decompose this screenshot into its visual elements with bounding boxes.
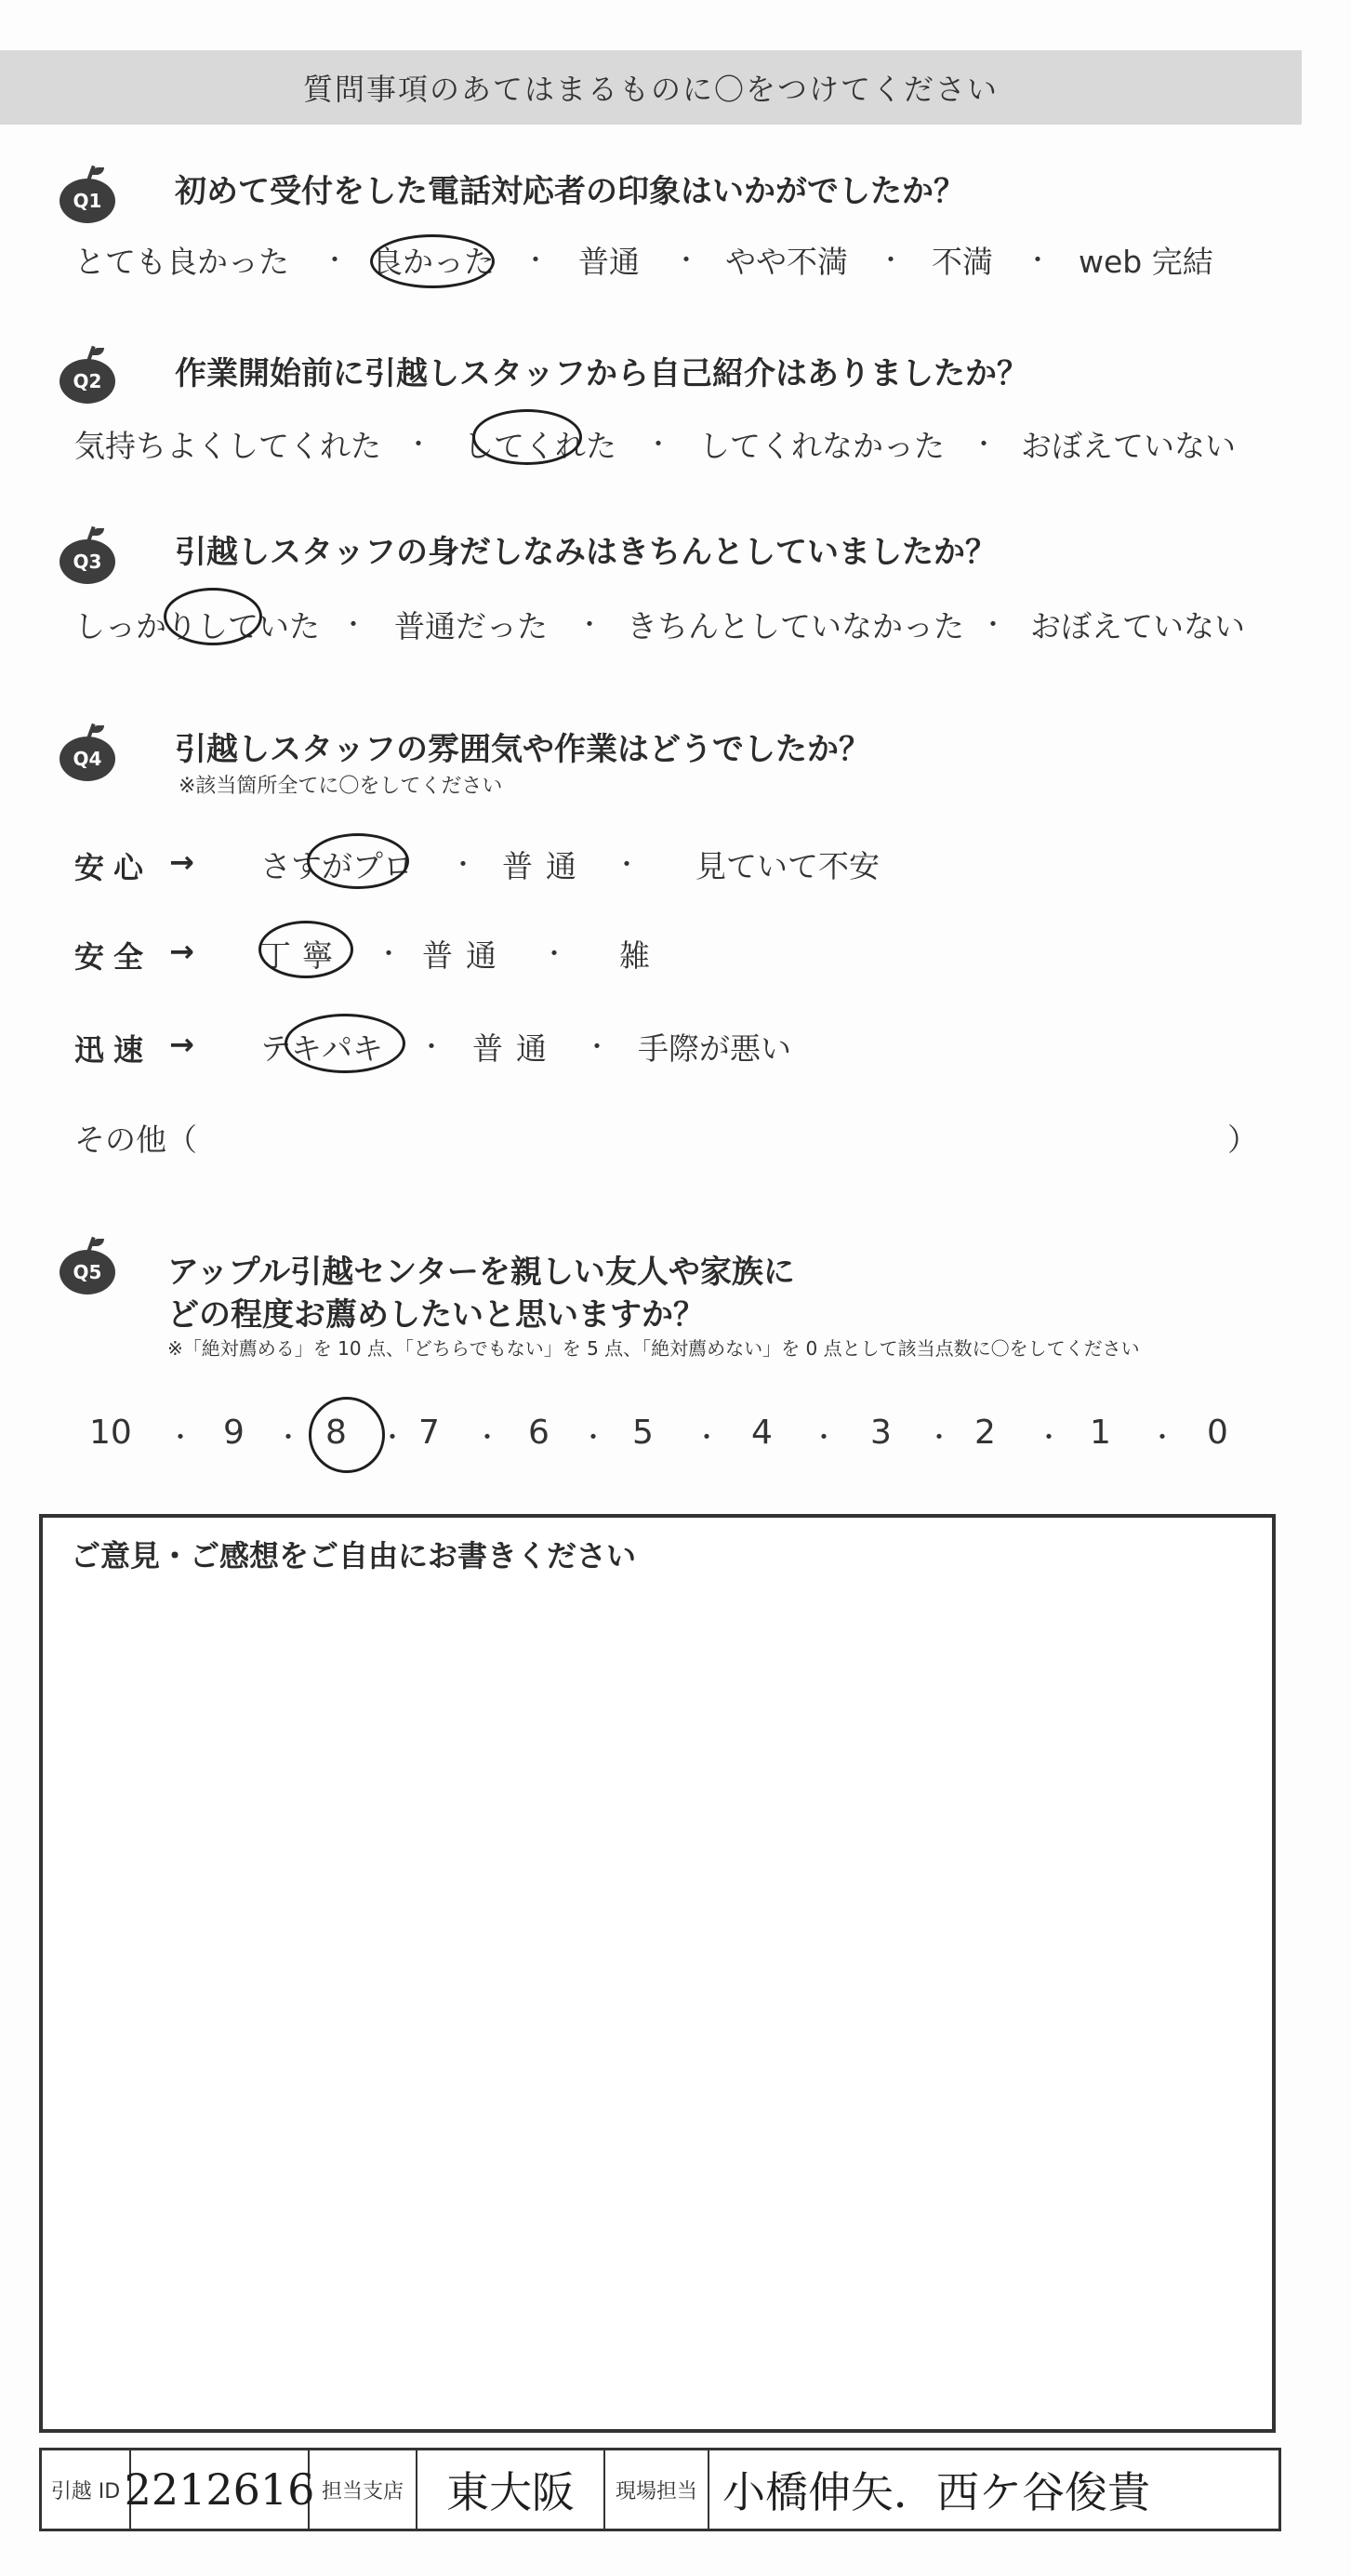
q4-other-close: ） (1227, 1122, 1258, 1158)
q1-option-5[interactable]: 不満 (932, 244, 993, 280)
q4-anzen-option-3[interactable]: 雑 (619, 937, 650, 974)
q3-badge: Q3 (56, 526, 121, 584)
q4-row-label-anshin: 安心 (74, 850, 153, 885)
q5-note: ※「絶対薦める」を 10 点、「どちらでもない」を 5 点、「絶対薦めない」を 0 点として該当点数に〇をしてください (167, 1337, 1140, 1360)
scale-2[interactable]: 2 (974, 1414, 996, 1452)
q1-selected-circle (370, 234, 495, 288)
q1-badge: Q1 (56, 166, 121, 223)
arrow-icon: → (169, 934, 194, 969)
separator: ・ (418, 1031, 445, 1062)
q4-anzen-selected-circle (258, 921, 353, 978)
separator: ・ (450, 849, 477, 880)
branch-label: 担当支店 (310, 2450, 417, 2529)
separator: ・ (980, 609, 1007, 640)
scale-5[interactable]: 5 (632, 1414, 654, 1452)
q3-option-2[interactable]: 普通だった (394, 608, 548, 644)
separator: ・ (584, 1031, 611, 1062)
q4-other-label: その他（ (74, 1122, 197, 1158)
q1-option-1[interactable]: とても良かった (74, 244, 289, 280)
separator: ・ (541, 938, 568, 969)
q4-anshin-option-1[interactable]: さすがプロ (260, 848, 414, 884)
q5-question-line2: どの程度お薦めしたいと思いますか？ (167, 1296, 705, 1334)
scale-6[interactable]: 6 (528, 1414, 550, 1452)
q2-option-4[interactable]: おぼえていない (1021, 428, 1236, 464)
q1-option-3[interactable]: 普通 (578, 244, 640, 280)
q4-note: ※該当箇所全てに〇をしてください (179, 775, 503, 798)
separator: ・ (878, 245, 905, 275)
scale-8[interactable]: 8 (325, 1414, 347, 1452)
q1-option-6[interactable]: web 完結 (1079, 244, 1213, 280)
q4-anzen-option-2[interactable]: 普通 (422, 937, 510, 974)
q4-jinsoku-selected-circle (285, 1014, 405, 1073)
q2-option-2[interactable]: してくれた (463, 428, 616, 464)
q1-question: 初めて受付をした電話対応者の印象はいかがでしたか？ (175, 173, 965, 210)
separator: ・ (694, 1422, 721, 1453)
separator: ・ (673, 245, 700, 275)
comments-title: ご意見・ご感想をご自由にお書きください (71, 1538, 637, 1573)
staff-value: 小橋伸矢．西ケ谷俊貴 (722, 2467, 1150, 2517)
q4-anshin-option-2[interactable]: 普通 (502, 848, 589, 884)
separator: ・ (322, 245, 349, 275)
q4-row-label-anzen: 安全 (74, 939, 153, 975)
q2-badge: Q2 (56, 346, 121, 404)
branch-value: 東大阪 (417, 2450, 605, 2529)
separator: ・ (811, 1422, 838, 1453)
separator: ・ (376, 938, 403, 969)
separator: ・ (1149, 1422, 1176, 1453)
q3-question: 引越しスタッフの身だしなみはきちんとしていましたか？ (175, 534, 997, 571)
scale-7[interactable]: 7 (418, 1414, 440, 1452)
q4-jinsoku-option-3[interactable]: 手際が悪い (638, 1030, 791, 1067)
q4-badge: Q4 (56, 724, 121, 781)
separator: ・ (167, 1422, 194, 1453)
scale-1[interactable]: 1 (1090, 1414, 1111, 1452)
separator: ・ (971, 429, 998, 459)
q1-option-2[interactable]: 良かった (372, 244, 495, 280)
q4-anshin-option-3[interactable]: 見ていて不安 (695, 848, 880, 884)
scale-10[interactable]: 10 (89, 1414, 132, 1452)
q3-option-4[interactable]: おぼえていない (1030, 608, 1245, 644)
separator: ・ (1025, 245, 1052, 275)
separator: ・ (645, 429, 672, 459)
move-id-value: 2212616 (131, 2450, 310, 2529)
separator: ・ (523, 245, 550, 275)
q4-jinsoku-option-1[interactable]: テキパキ (260, 1030, 383, 1067)
scale-4[interactable]: 4 (751, 1414, 773, 1452)
scale-3[interactable]: 3 (870, 1414, 892, 1452)
comments-box[interactable] (39, 1514, 1276, 2433)
separator: ・ (614, 849, 641, 880)
separator: ・ (580, 1422, 607, 1453)
separator: ・ (379, 1422, 406, 1453)
q4-question: 引越しスタッフの雰囲気や作業はどうでしたか？ (175, 731, 870, 768)
q5-question-line1: アップル引越センターを親しい友人や家族に (167, 1254, 795, 1291)
scale-0[interactable]: 0 (1207, 1414, 1228, 1452)
q3-selected-circle (164, 588, 262, 645)
scale-9[interactable]: 9 (223, 1414, 245, 1452)
separator: ・ (340, 609, 367, 640)
q4-jinsoku-option-2[interactable]: 普通 (472, 1030, 560, 1067)
q2-question: 作業開始前に引越しスタッフから自己紹介はありましたか？ (175, 355, 1028, 392)
arrow-icon: → (169, 844, 194, 880)
arrow-icon: → (169, 1027, 194, 1062)
q2-option-3[interactable]: してくれなかった (699, 428, 945, 464)
q3-option-3[interactable]: きちんとしていなかった (627, 608, 964, 644)
staff-label: 現場担当 (605, 2450, 709, 2529)
q2-selected-circle (472, 409, 582, 465)
separator: ・ (405, 429, 432, 459)
separator: ・ (474, 1422, 501, 1453)
separator: ・ (576, 609, 603, 640)
q5-badge: Q5 (56, 1237, 121, 1295)
separator: ・ (275, 1422, 302, 1453)
q3-option-1[interactable]: しっかりしていた (74, 608, 320, 644)
move-id-label: 引越 ID (42, 2450, 131, 2529)
footer-table (39, 2448, 1281, 2531)
q5-selected-circle (309, 1397, 385, 1473)
separator: ・ (1036, 1422, 1063, 1453)
q2-option-1[interactable]: 気持ちよくしてくれた (74, 428, 381, 464)
q4-anshin-selected-circle (307, 833, 409, 889)
q4-row-label-jinsoku: 迅速 (74, 1032, 153, 1068)
q1-option-4[interactable]: やや不満 (725, 244, 848, 280)
separator: ・ (926, 1422, 953, 1453)
q4-anzen-option-1[interactable]: 丁寧 (260, 937, 344, 974)
instruction-header: 質問事項のあてはまるものに〇をつけてください (0, 50, 1302, 125)
